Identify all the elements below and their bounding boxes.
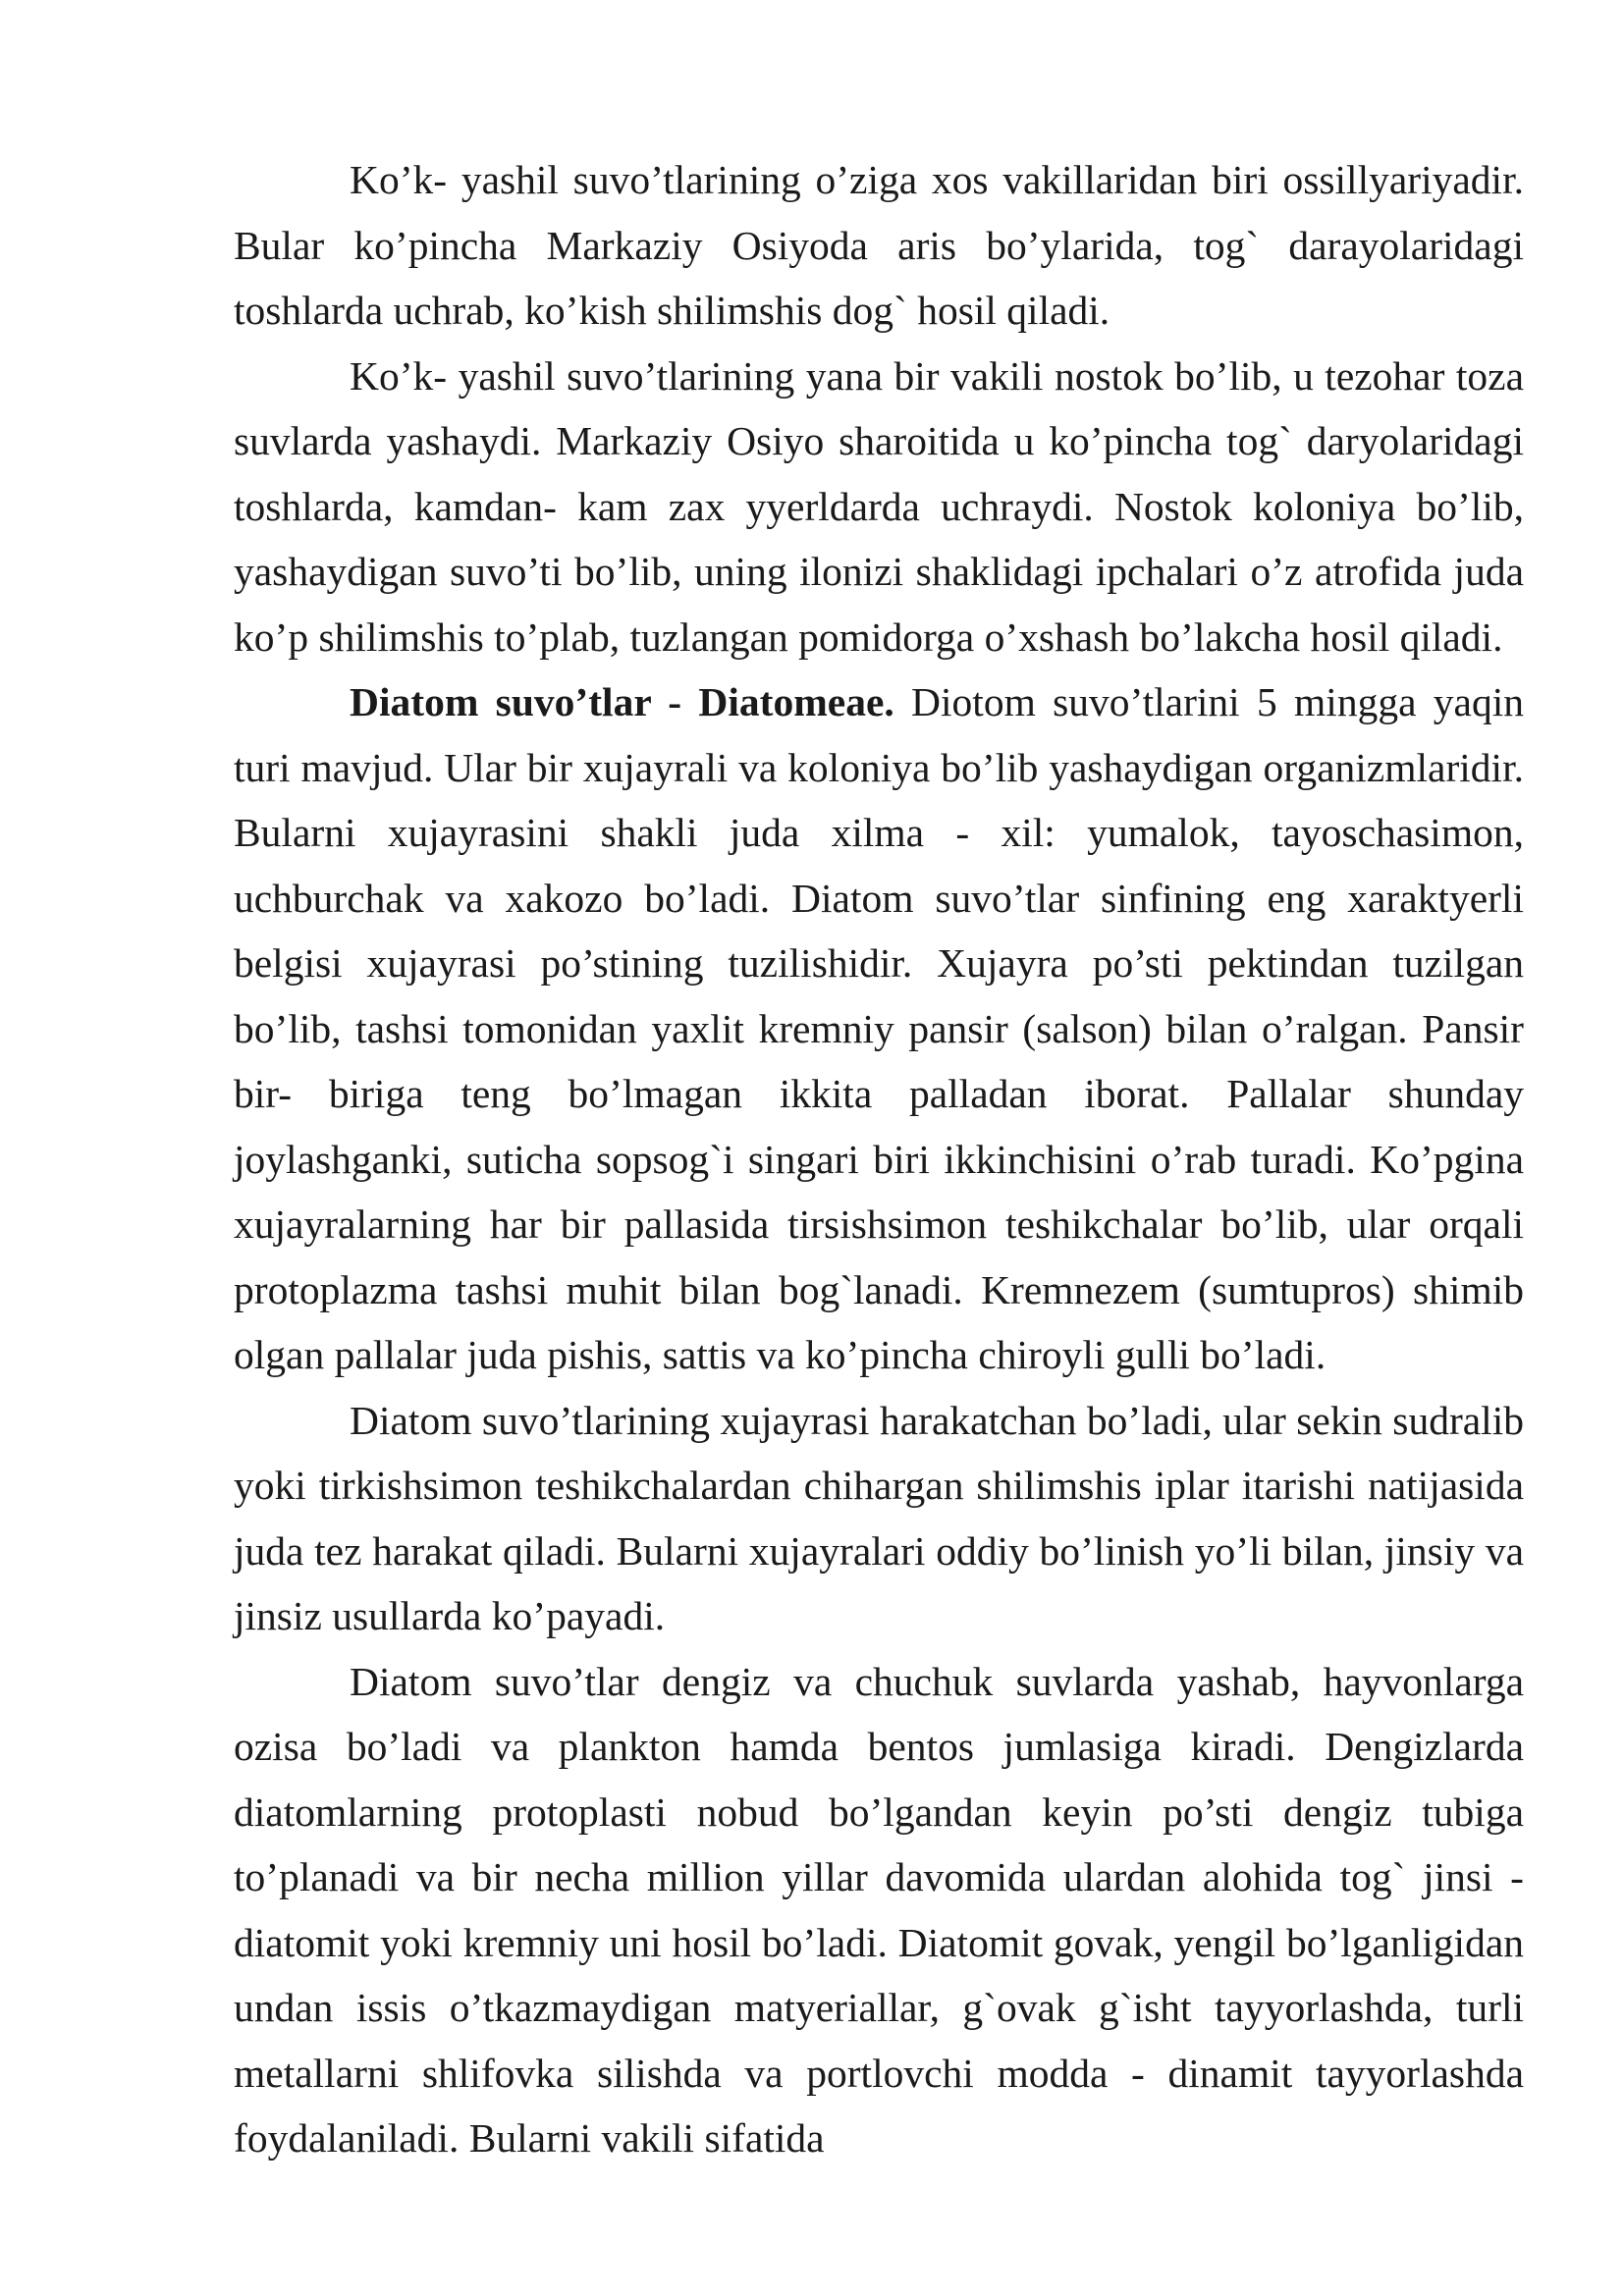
paragraph-3 [234,669,1524,1388]
paragraph-2 [234,344,1524,670]
paragraph-5-text: Diatom suvo’tlar dengiz va chuchuk suvlarda yashab, hayvonlarga ozisa bo’ladi va plankton hamda bentos jumlasiga kiradi. Dengizlarda diatomlarning protoplasti nobud bo’lgandan keyin po’sti dengiz tubiga to’planadi va bir necha million yillar davomida ulardan alohida tog` jinsi - diatomit yoki kremniy uni hosil bo’ladi. Diatomit govak, yengil bo’lganligidan undan issis o’tkazmaydigan matyeriallar, g`ovak g`isht tayyorlashda, turli metallarni shlifovka silishda va portlovchi modda - dinamit tayyorlashda foydalaniladi. Bularni vakili sifatida [234,1658,1524,2161]
paragraph-1 [234,147,1524,344]
section-heading-diatom: Diatom suvo’tlar - Diatomeae. [350,679,894,724]
paragraph-1-text: Ko’k- yashil suvo’tlarining o’ziga xos vakillaridan biri ossillyariyadir. Bular ko’pincha Markaziy Osiyoda aris bo’ylarida, tog` darayolaridagi toshlarda uchrab, ko’kish shilimshis dog` hosil qiladi. [234,157,1524,333]
paragraph-4 [234,1388,1524,1649]
paragraph-3-text: Diotom suvo’tlarini 5 mingga yaqin turi mavjud. Ular bir xujayrali va koloniya bo’lib yashaydigan organizmlaridir. Bularni xujayrasini shakli juda xilma - xil: yumalok, tayoschasimon, uchburchak va xakozo bo’ladi. Diatom suvo’tlar sinfining eng xaraktyerli belgisi xujayrasi po’stining tuzilishidir. Xujayra po’sti pektindan tuzilgan bo’lib, tashsi tomonidan yaxlit kremniy pansir (salson) bilan o’ralgan. Pansir bir- biriga teng bo’lmagan ikkita palladan iborat. Pallalar shunday joylashganki, suticha sopsog`i singari biri ikkinchisini o’rab turadi. Ko’pgina xujayralarning har bir pallasida tirsishsimon teshikchalar bo’lib, ular orqali protoplazma tashsi muhit bilan bog`lanadi. Kremnezem (sumtupros) shimib olgan pallalar juda pishis, sattis va ko’pincha chiroyli gulli bo’ladi. [234,679,1524,1377]
paragraph-5 [234,1649,1524,2171]
body-text [234,147,1524,2171]
paragraph-2-text: Ko’k- yashil suvo’tlarining yana bir vakili nostok bo’lib, u tezohar toza suvlarda yashaydi. Markaziy Osiyo sharoitida u ko’pincha tog` daryolaridagi toshlarda, kamdan- kam zax yyerldarda uchraydi. Nostok koloniya bo’lib, yashaydigan suvo’ti bo’lib, uning ilonizi shaklidagi ipchalari o’z atrofida juda ko’p shilimshis to’plab, tuzlangan pomidorga o’xshash bo’lakcha hosil qiladi. [234,352,1524,660]
paragraph-4-text: Diatom suvo’tlarining xujayrasi harakatchan bo’ladi, ular sekin sudralib yoki tirkishsimon teshikchalardan chihargan shilimshis iplar itarishi natijasida juda tez harakat qiladi. Bularni xujayralari oddiy bo’linish yo’li bilan, jinsiy va jinsiz usullarda ko’payadi. [234,1397,1524,1638]
